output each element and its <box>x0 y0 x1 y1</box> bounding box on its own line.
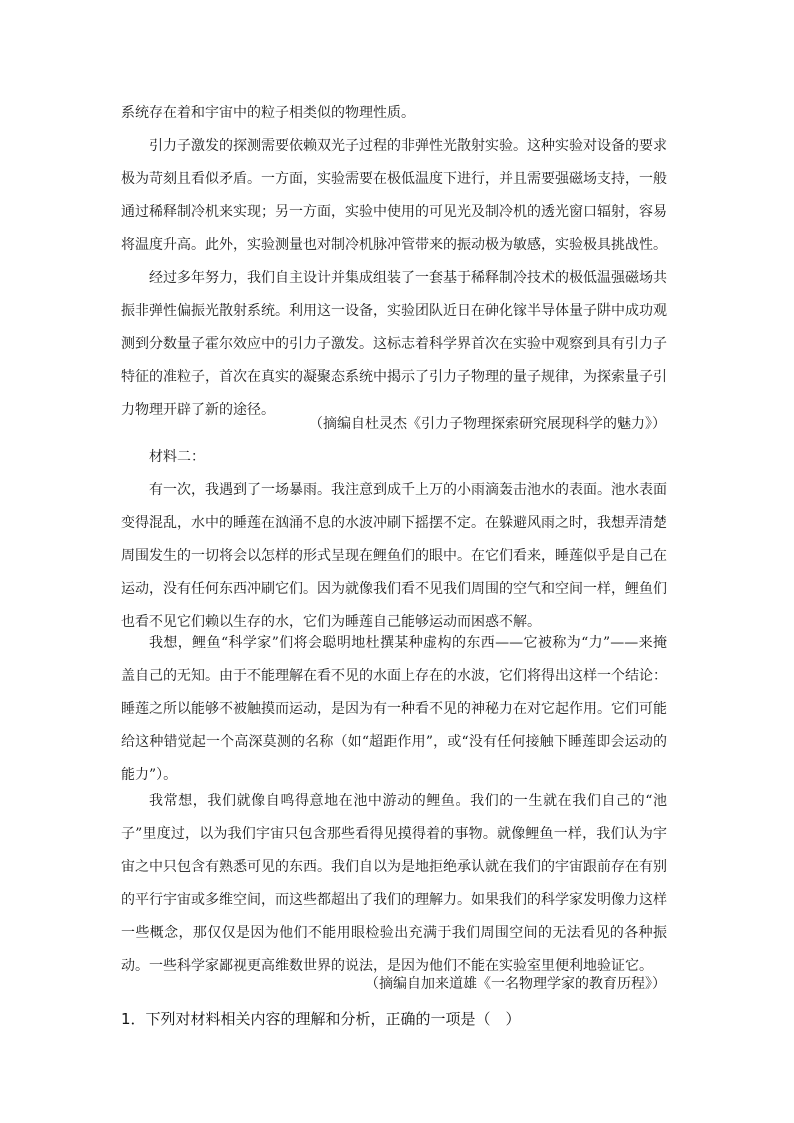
question-1: 1．下列对材料相关内容的理解和分析，正确的一项是（ ） <box>121 1010 521 1028</box>
material-2-label: 材料二： <box>149 449 205 465</box>
paragraph-parallel-worlds: 我常想，我们就像自鸣得意地在池中游动的鲤鱼。我们的一生就在我们自己的“池子”里度过，以为我们宇宙只包含那些看得见摸得着的事物。就像鲤鱼一样，我们认为宇宙之中只包含有熟悉可见的东西。我们自以为是地拒绝承认就在我们的宇宙跟前存在有别的平行宇宙或多维空间，而这些都超出了我们的理解力。如果我们的科学家发明像力这样一些概念，那仅仅是因为他们不能用眼检验出充满于我们周围空间的无法看见的各种振动。一些科学家鄙视更高维数世界的说法，是因为他们不能在实验室里便利地验证它。 <box>121 793 667 974</box>
paragraph-rainstorm: 有一次，我遇到了一场暴雨。我注意到成千上万的小雨滴轰击池水的表面。池水表面变得混乱，水中的睡莲在汹涌不息的水波冲刷下摇摆不定。在躲避风雨之时，我想弄清楚周围发生的一切将会以怎样的形式呈现在鲤鱼们的眼中。在它们看来，睡莲似乎是自己在运动，没有任何东西冲刷它们。因为就像我们看不见我们周围的空气和空间一样，鲤鱼们也看不见它们赖以生存的水，它们为睡莲自己能够运动而困惑不解。 <box>121 482 667 630</box>
source-citation-1: （摘编自杜灵杰《引力子物理探索研究展现科学的魅力》） <box>309 416 666 432</box>
paragraph-continuation: 系统存在着和宇宙中的粒子相类似的物理性质。 <box>121 105 415 121</box>
source-citation-2: （摘编自加来道雄《一名物理学家的教育历程》） <box>365 976 666 992</box>
paragraph-research-result: 经过多年努力，我们自主设计并集成组装了一套基于稀释制冷技术的极低温强磁场共振非弹性偏振光散射系统。利用这一设备，实验团队近日在砷化镓半导体量子阱中成功观测到分数量子霍尔效应中的引力子激发。这标志着科学界首次在实验中观察到具有引力子特征的准粒子，首次在真实的凝聚态系统中揭示了引力子物理的量子规律，为探索量子引力物理开辟了新的途径。 <box>121 270 667 418</box>
paragraph-carp-scientists: 我想，鲤鱼“科学家”们将会聪明地杜撰某种虚构的东西——它被称为“力”——来掩盖自己的无知。由于不能理解在看不见的水面上存在的水波，它们将得出这样一个结论：睡莲之所以能够不被触摸而运动，是因为有一种看不见的神秘力在对它起作用。它们可能给这种错觉起一个高深莫测的名称（如“超距作用”，或“没有任何接触下睡莲即会运动的能力”）。 <box>121 635 667 783</box>
paragraph-graviton-experiment: 引力子激发的探测需要依赖双光子过程的非弹性光散射实验。这种实验对设备的要求极为苛刻且看似矛盾。一方面，实验需要在极低温度下进行，并且需要强磁场支持，一般通过稀释制冷机来实现；另一方面，实验中使用的可见光及制冷机的透光窗口辐射，容易将温度升高。此外，实验测量也对制冷机脉冲管带来的振动极为敏感，实验极具挑战性。 <box>121 138 667 253</box>
